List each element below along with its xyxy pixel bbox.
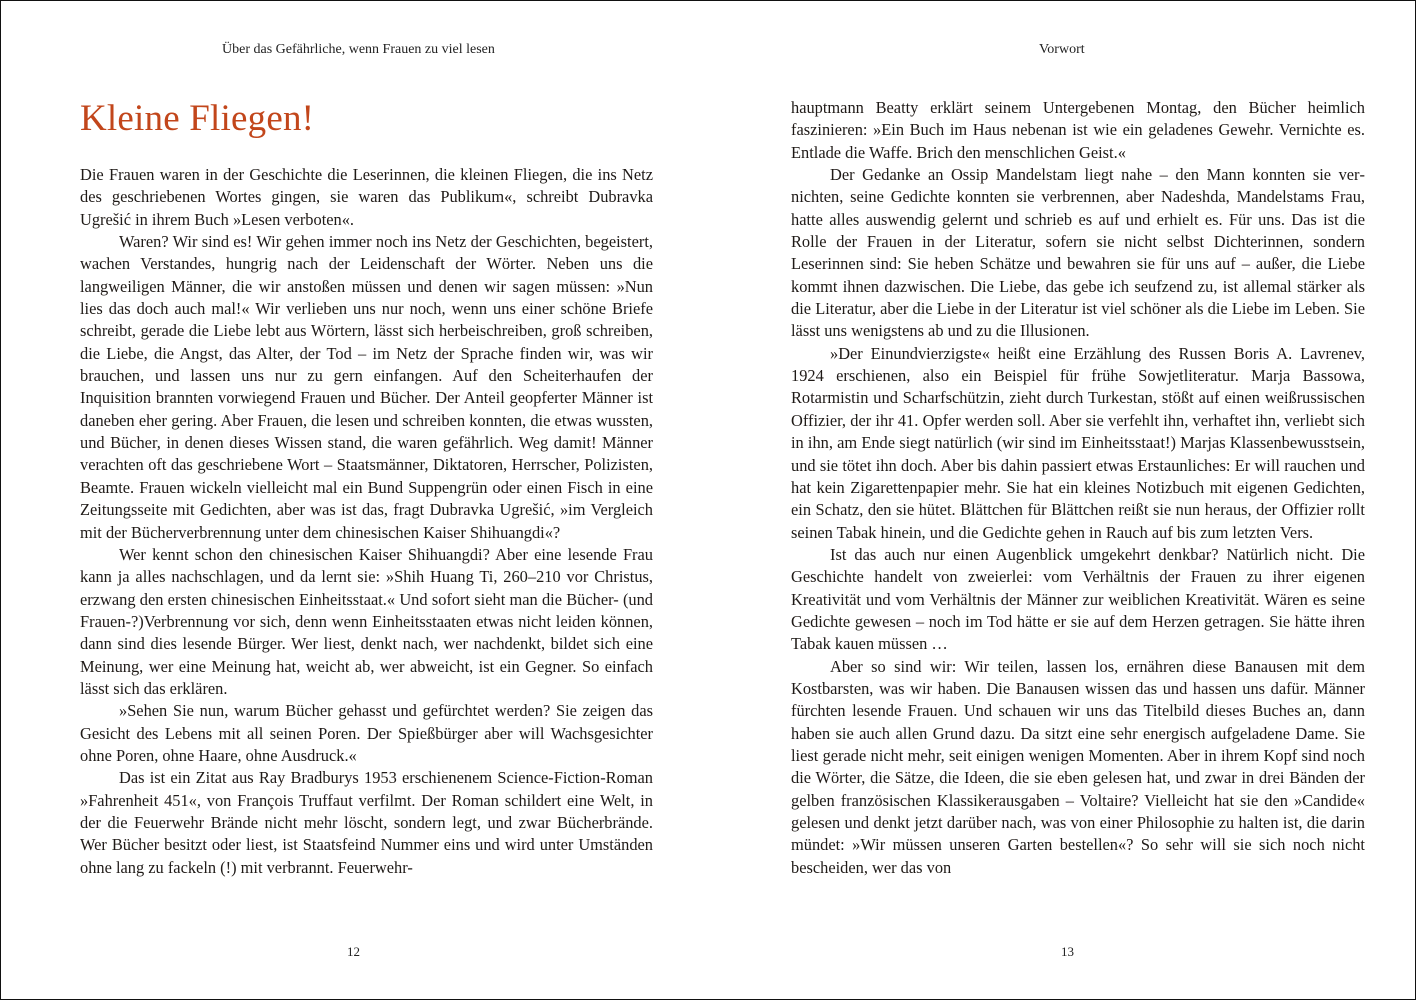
paragraph: Aber so sind wir: Wir teilen, lassen los, ernähren diese Banausen mit dem Kostbarsten, was wir haben. Die Banausen wissen das und hassen uns dafür. Männer fürchten lesende Frauen. Und schauen wir uns das Titelbild dieses Buches an, dann haben sie auch allen Grund dazu. Da sitzt eine sehr energisch aufgeladene Dame. Sie liest gerade nicht mehr, seit einigen wenigen Momenten. Aber in ihrem Kopf sind noch die Wörter, die Sätze, die Ideen, die sie eben gelesen hat, und zwar in drei Bänden der gelben französischen Klassikerausgaben – Voltaire? Vielleicht hat sie den »Candide« gelesen und denkt jetzt darüber nach, was von einer Philosophie zu halten ist, die darin mündet: »Wir müssen unseren Garten bestellen«? So sehr will sie sich noch nicht bescheiden, wer das von [791,656,1365,877]
page-number-right: 13 [1061,944,1074,959]
chapter-title: Kleine Fliegen! [80,98,315,139]
paragraph: Der Gedanke an Ossip Mandelstam liegt nahe – den Mann konnten sie vernichten, seine Gedichte konnten sie verbrennen, aber Nadeshda, Mandelstams Frau, hatte alles auswendig gelernt und schrieb es auf und erhielt es. Für uns. Das ist die Rolle der Frauen in der Literatur, sofern sie nicht selbst Dichterinnen, sondern Leserinnen sind: Sie heben Schätze und bewahren sie für uns auf – außer, die Liebe kommt ihnen dazwischen. Die Liebe, das gebe ich seufzend zu, ist allemal stärker als die Literatur, aber die Liebe in der Literatur ist viel schöner als die Liebe im Leben. Sie lässt uns wenigstens ab und zu die Illusionen. [791,165,1365,341]
paragraph: Ist das auch nur einen Augenblick umgekehrt denkbar? Natürlich nicht. Die Geschichte handelt von zweierlei: vom Verhältnis der Frauen zu ihrer eigenen Kreativität und vom Verhältnis der Männer zur weiblichen Kreativität. Wären es seine Gedichte gewesen – noch im Tod hätte er sie auf dem Herzen getragen. Sie hätte ihren Tabak kauen müssen … [791,544,1365,654]
paragraph: »Sehen Sie nun, warum Bücher gehasst und gefürchtet werden? Sie zeigen das Gesicht des Lebens mit all seinen Poren. Der Spießbürger aber will Wachsgesichter ohne Poren, ohne Haare, ohne Ausdruck.« [80,701,653,765]
paragraph: Die Frauen waren in der Geschichte die Leserinnen, die kleinen Fliegen, die ins Netz des geschriebenen Wortes gingen, sie waren das Publikum«, schreibt Dubravka Ugrešić in ihrem Buch »Lesen verboten«. [80,165,653,229]
body-text-right [791,97,1365,879]
paragraph: Wer kennt schon den chinesischen Kaiser Shihuangdi? Aber eine lesende Frau kann ja alles nachschlagen, und da lernt sie: »Shih Huang Ti, 260–210 vor Christus, erzwang den ersten chinesischen Einheitsstaat.« Und sofort sieht man die Bücher- (und Frauen-?)Verbrennung vor sich, denn wenn Einheitsstaaten etwas nicht leiden können, dann sind dies lesende Bürger. Wer liest, denkt nach, wer nachdenkt, bildet sich eine Meinung, wer eine Meinung hat, weicht ab, wer abweicht, ist ein Gegner. So einfach lässt sich das erklären. [80,544,653,698]
paragraph: hauptmann Beatty erklärt seinem Untergebenen Montag, den Bücher heimlich faszinieren: »Ein Buch im Haus nebenan ist wie ein geladenes Gewehr. Vernichte es. Entlade die Waffe. Brich den menschlichen Geist.« [791,98,1365,162]
right-page [708,1,1415,999]
left-page [1,1,708,999]
page-number-left: 12 [347,944,360,959]
body-text-left [80,164,653,879]
paragraph: »Der Einundvierzigste« heißt eine Erzählung des Russen Boris A. Lavrenev, 1924 erschienen, also ein Beispiel für frühe Sowjetliteratur. Marja Bassowa, Rotarmistin und Scharfschützin, zieht durch Turkestan, stößt auf einen weißrussischen Offizier, der ihr 41. Opfer werden soll. Aber sie verfehlt ihn, verhaftet ihn, verliebt sich in ihn, am Ende siegt natürlich (wir sind im Einheitsstaat!) Marjas Klassenbewusstsein, und sie tötet ihn doch. Aber bis dahin passiert etwas Erstaunliches: Er will rauchen und hat kein Zigarettenpapier mehr. Sie hat ein kleines Notizbuch mit eigenen Gedichten, ein Schatz, den sie hütet. Blättchen für Blättchen reißt sie nun heraus, der Offizier rollt seinen Tabak hinein, und die Gedichte gehen in Rauch auf bis zum letzten Vers. [791,343,1365,542]
paragraph: Das ist ein Zitat aus Ray Bradburys 1953 erschienenem Science-Fiction-Roman »Fahrenheit 451«, von François Truffaut verfilmt. Der Roman schildert eine Welt, in der die Feuerwehr Brände nicht mehr löscht, sondern legt, und zwar Bücherbrände. Wer Bücher besitzt oder liest, ist Staatsfeind Nummer eins und wird unter Umständen ohne lang zu fackeln (!) mit verbrannt. Feuerwehr- [80,768,653,877]
running-head-text: Vorwort [1039,42,1085,57]
paragraph: Waren? Wir sind es! Wir gehen immer noch ins Netz der Geschichten, begeistert, wachen Verstandes, hungrig nach der Leidenschaft der Wörter. Neben uns die langweiligen Männer, die wir anstoßen müssen und denen wir sagen müssen: »Nun lies das doch auch mal!« Wir verlieben uns nur noch, wenn uns einer schöne Briefe schreibt, gerade die Liebe lebt aus Wörtern, lässt sich herbeischreiben, groß schreiben, die Liebe, die Angst, das Alter, der Tod – im Netz der Sprache finden wir, was wir brauchen, und lassen uns nur zu gern einfangen. Auf den Scheiterhaufen der Inquisition brannten vorwiegend Frauen und Bücher. Der Anteil geopferter Männer ist daneben eher gering. Aber Frauen, die lesen und schreiben konnten, die etwas wussten, und Bücher, in denen dieses Wissen stand, die waren gefährlich. Weg damit! Männer verachten oft das geschriebene Wort – Staatsmänner, Diktatoren, Herrscher, Polizisten, Beamte. Frauen wickeln vielleicht mal ein Bund Suppengrün oder einen Fisch in eine Zeitungsseite mit Gedichten, aber was ist das, fragt Dubravka Ugrešić, »im Vergleich mit der Bücherverbrennung unter dem chinesischen Kaiser Shihuangdi«? [80,232,653,542]
running-head-text: Über das Gefährliche, wenn Frauen zu viel lesen [222,42,495,57]
